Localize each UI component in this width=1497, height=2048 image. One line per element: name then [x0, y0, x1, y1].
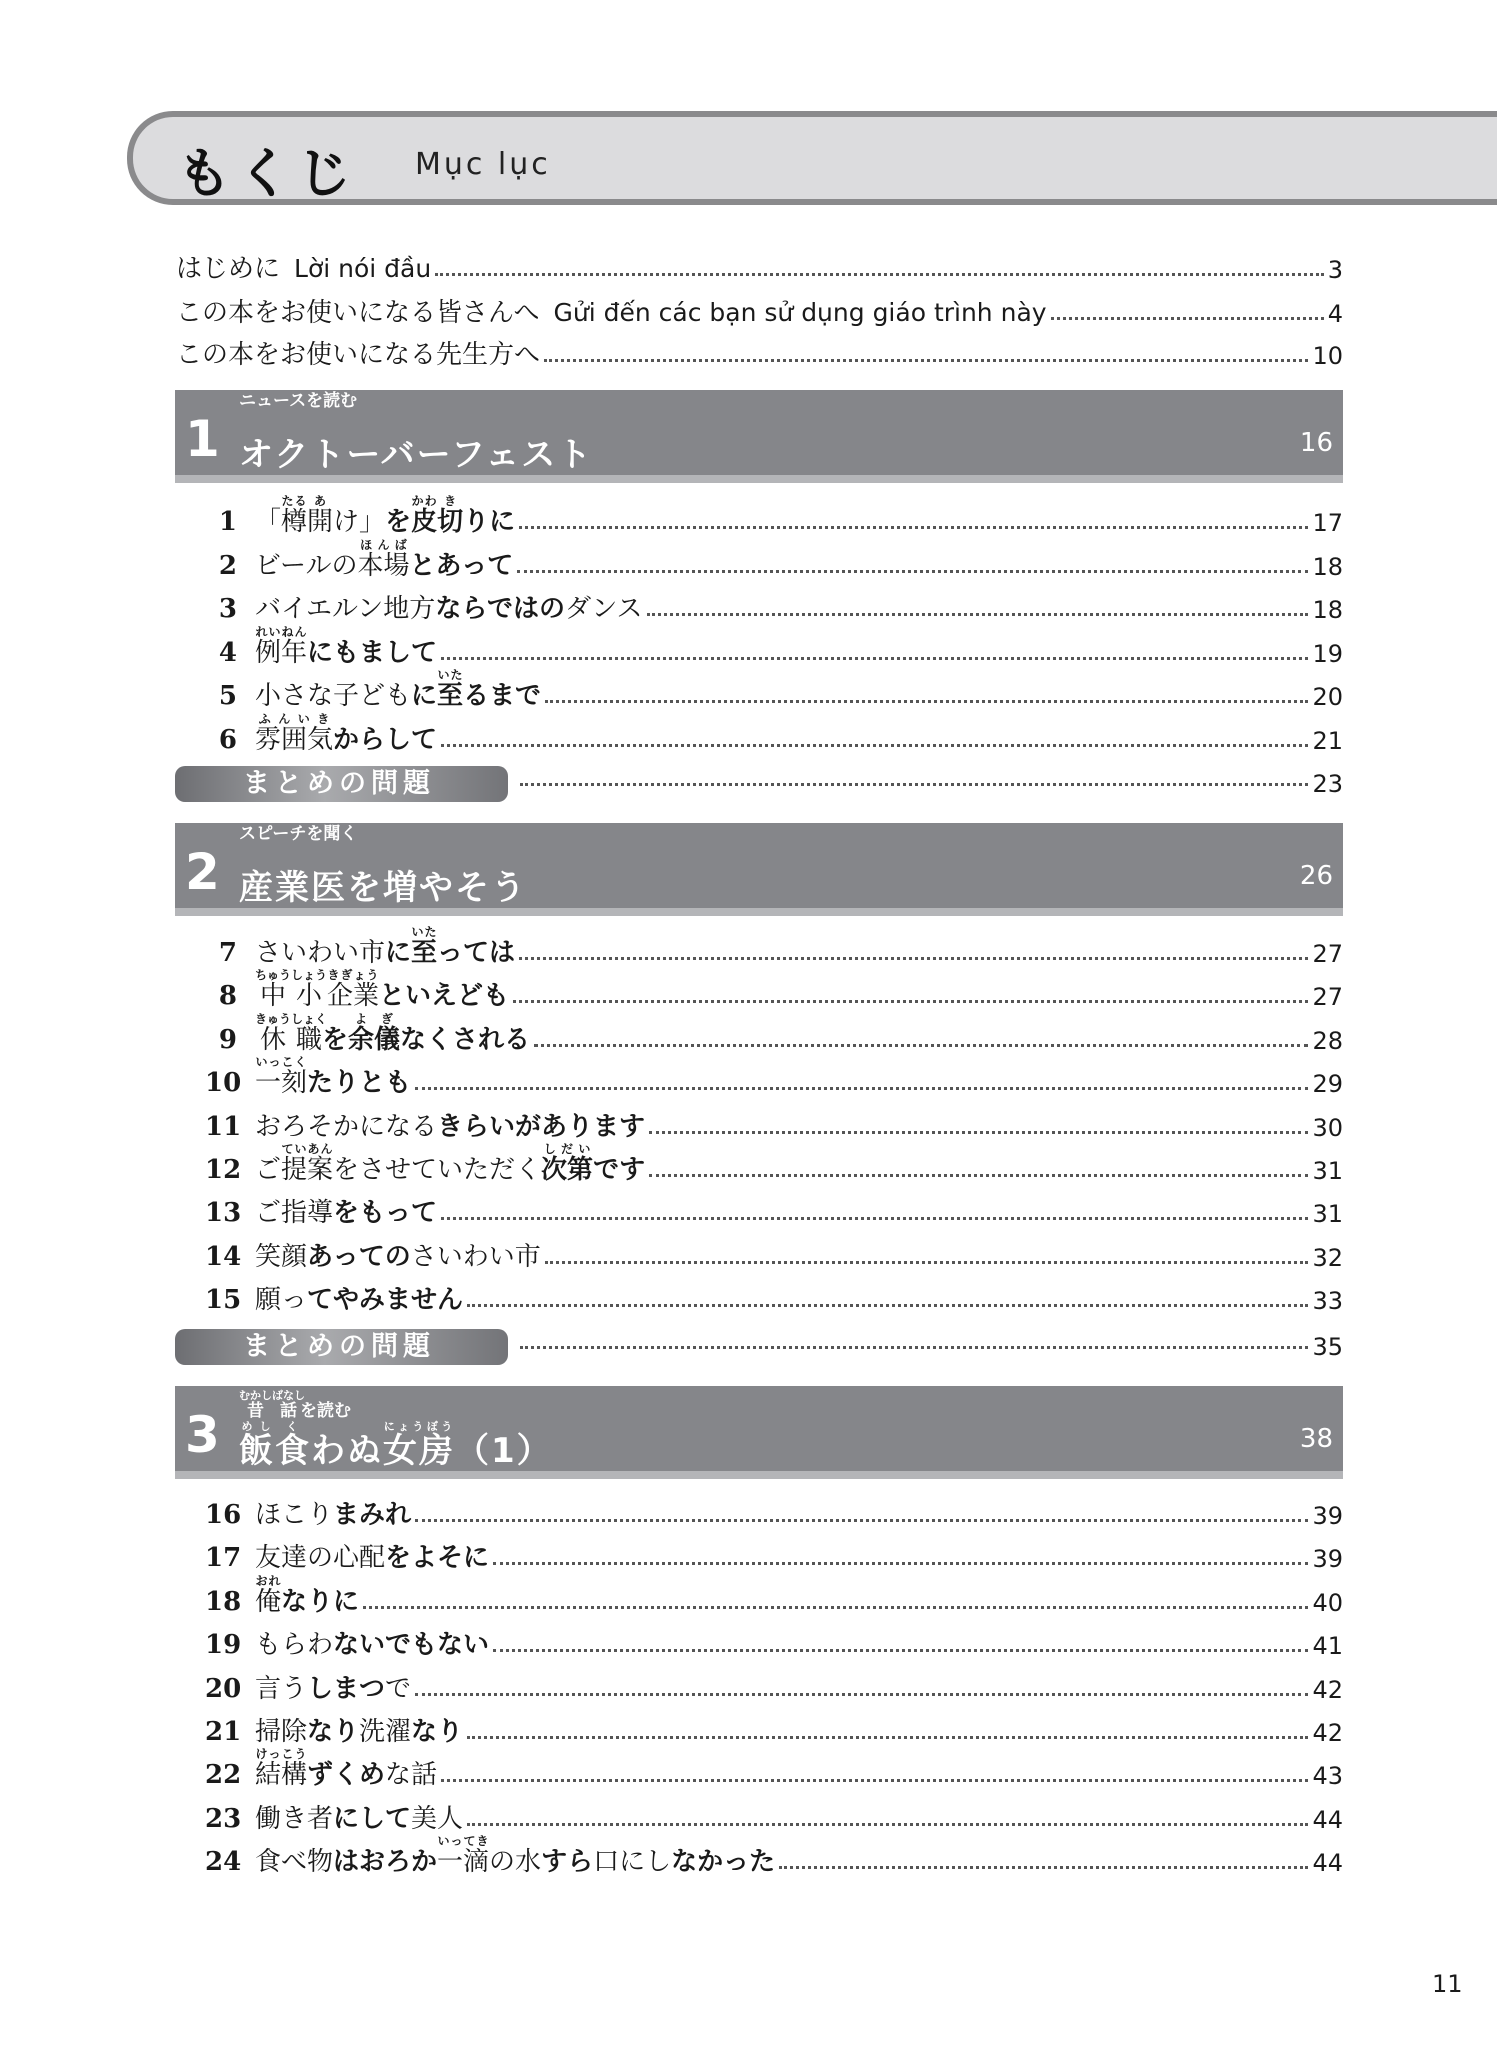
lesson-page: 27 — [1312, 940, 1343, 968]
toc-entry-lesson[interactable] — [205, 1143, 1343, 1183]
toc-entry-lesson[interactable] — [205, 626, 1343, 666]
segment-text: 皮 — [411, 507, 438, 537]
lesson-title — [255, 968, 510, 1012]
segment-text: 働き者 — [255, 1803, 334, 1834]
lesson-title — [255, 1198, 438, 1229]
entry-label-vi: Gửi đến các bạn sử dụng giáo trình này — [553, 298, 1047, 327]
segment-text: 次第 — [541, 1155, 594, 1185]
lesson-number: 11 — [205, 1111, 242, 1142]
segment-text: ご — [255, 1155, 282, 1185]
lesson-title — [255, 925, 515, 966]
segment-text: 開 — [307, 507, 334, 537]
segment-text: 至 — [411, 938, 438, 968]
lesson-title — [255, 1747, 438, 1791]
segment-text: 結構 — [255, 1760, 308, 1791]
segment-text: 「 — [255, 507, 282, 537]
toc-entry-lesson[interactable] — [205, 926, 1343, 966]
lesson-number: 22 — [205, 1760, 242, 1791]
segment-text: け」 — [333, 507, 386, 537]
lesson-number: 12 — [205, 1155, 242, 1185]
entry-label-vi: Lời nói đầu — [294, 254, 432, 283]
toc-entry-lesson[interactable] — [205, 1230, 1343, 1270]
dot-leader — [493, 1649, 1308, 1652]
ruby-segment — [307, 494, 334, 537]
lesson-page: 20 — [1312, 683, 1343, 711]
dot-leader — [519, 957, 1308, 960]
entry-label-jp: この本をお使いになる先生方へ — [176, 340, 541, 370]
lesson-page: 27 — [1312, 983, 1343, 1012]
ruby-segment — [255, 968, 328, 1012]
dot-leader — [415, 1519, 1308, 1522]
segment-text: とあって — [409, 550, 514, 581]
toc-entry-lesson[interactable] — [205, 1488, 1343, 1528]
lesson-title — [255, 1543, 490, 1574]
dot-leader — [544, 359, 1308, 362]
segment-text: 一刻 — [255, 1068, 308, 1099]
dot-leader — [363, 1606, 1308, 1609]
ruby-segment — [255, 1573, 282, 1617]
chapter-title — [239, 435, 594, 475]
furigana: けっこう — [255, 1747, 308, 1762]
lesson-title — [255, 1834, 776, 1878]
lesson-number: 14 — [205, 1241, 242, 1272]
lesson-page: 28 — [1312, 1026, 1343, 1055]
furigana: く — [275, 1420, 311, 1433]
segment-text: をもって — [333, 1198, 438, 1229]
segment-text: なくされる — [400, 1024, 531, 1055]
furigana: ていあん — [281, 1142, 334, 1156]
furigana: いってき — [437, 1834, 490, 1849]
segment-text: 願っ — [255, 1285, 308, 1316]
lesson-title — [255, 712, 437, 753]
toc-entry-lesson[interactable] — [205, 1273, 1343, 1316]
lesson-number: 1 — [218, 507, 237, 537]
entry-page: 3 — [1327, 256, 1343, 284]
dot-leader — [441, 657, 1308, 660]
segment-text: ビールの — [255, 550, 358, 581]
lesson-number: 3 — [218, 594, 237, 624]
toc-entry-lesson[interactable] — [205, 1575, 1343, 1615]
dot-leader — [415, 1087, 1308, 1090]
toc-title-jp: もくじ — [177, 142, 357, 205]
segment-text: なりに — [281, 1586, 360, 1617]
segment-text: すら — [541, 1847, 594, 1878]
toc-entry-intro[interactable] — [176, 242, 1343, 282]
segment-text: にして — [333, 1803, 412, 1834]
segment-text: 本場 — [357, 550, 410, 581]
ruby-segment — [255, 1055, 308, 1099]
lesson-title — [255, 596, 643, 622]
lesson-title — [255, 625, 437, 666]
entry-page: 10 — [1312, 342, 1343, 370]
review-pill: まとめの問題 — [175, 1329, 508, 1365]
lesson-page: 33 — [1312, 1287, 1343, 1316]
segment-text: ほこり — [255, 1500, 334, 1530]
toc-entry-lesson[interactable] — [205, 1662, 1343, 1702]
segment-text: なり — [307, 1717, 360, 1747]
chapter-title — [239, 1420, 553, 1471]
lesson-title — [255, 1055, 412, 1099]
chapter-subtitle — [239, 1389, 351, 1420]
furigana: いた — [437, 668, 464, 682]
entry-label — [176, 342, 540, 368]
chapter-banner[interactable] — [175, 390, 1343, 483]
furigana: きゅうしょく — [255, 1011, 328, 1026]
segment-text: の水 — [489, 1847, 542, 1878]
entry-label — [176, 300, 1047, 326]
dot-leader — [441, 1779, 1308, 1782]
lesson-number: 18 — [205, 1586, 242, 1617]
review-page: 23 — [1312, 770, 1343, 798]
segment-text: スピーチを聞く — [239, 824, 358, 844]
ruby-segment — [281, 1142, 334, 1185]
chapter-number: 2 — [185, 843, 220, 901]
segment-text: まみれ — [333, 1500, 412, 1530]
lesson-title — [255, 1012, 530, 1053]
lesson-page: 29 — [1312, 1070, 1343, 1099]
lesson-number: 10 — [205, 1068, 242, 1099]
lesson-page: 39 — [1312, 1545, 1343, 1574]
furigana: きぎょう — [327, 968, 380, 983]
toc-entry-lesson[interactable] — [205, 1531, 1343, 1574]
segment-text: 俺 — [255, 1586, 282, 1617]
lesson-number: 7 — [218, 938, 237, 968]
segment-text: ならではの — [435, 594, 566, 624]
furigana: き — [437, 494, 464, 508]
segment-text: 休職 — [255, 1024, 328, 1055]
chapter-title — [239, 868, 527, 908]
lesson-number: 19 — [205, 1630, 242, 1661]
segment-text: しまつ — [307, 1673, 386, 1704]
furigana: あ — [307, 494, 334, 508]
ruby-segment — [239, 1389, 305, 1421]
segment-text: 雰囲気 — [255, 724, 334, 755]
segment-text: おろそかになる — [255, 1111, 438, 1142]
toc-entry-lesson[interactable] — [205, 1013, 1343, 1053]
lesson-title — [255, 494, 515, 535]
toc-entry-lesson[interactable] — [205, 1705, 1343, 1745]
dot-leader — [415, 1693, 1308, 1696]
segment-text: ニュースを読む — [239, 391, 358, 411]
lesson-page: 41 — [1312, 1632, 1343, 1661]
dot-leader — [534, 1044, 1308, 1047]
toc-entry-lesson[interactable] — [205, 495, 1343, 535]
segment-text: あっての — [307, 1241, 411, 1272]
toc-entry-lesson[interactable] — [205, 539, 1343, 579]
segment-text: 例年 — [255, 637, 308, 668]
segment-text: 産業医を増やそう — [239, 868, 527, 908]
segment-text: を — [322, 1024, 349, 1055]
lesson-page: 18 — [1312, 552, 1343, 581]
ruby-segment — [275, 1420, 311, 1471]
chapter-subtitle — [239, 393, 357, 410]
segment-text: 余儀 — [348, 1024, 401, 1055]
dot-leader — [649, 1174, 1308, 1177]
segment-text: っては — [437, 938, 516, 968]
review-entry[interactable] — [175, 1328, 1343, 1366]
segment-text: をよそに — [385, 1543, 490, 1574]
entry-label-jp: この本をお使いになる皆さんへ — [176, 298, 540, 328]
ruby-segment — [327, 968, 380, 1012]
lesson-page: 21 — [1312, 726, 1343, 755]
furigana: ちゅうしょう — [255, 968, 328, 983]
ruby-segment — [255, 1747, 308, 1791]
ruby-segment — [255, 711, 334, 755]
ruby-segment — [348, 1011, 401, 1055]
lesson-title — [255, 1673, 412, 1704]
segment-text: 掃除 — [255, 1717, 308, 1747]
furigana: いっこく — [255, 1055, 308, 1070]
segment-text: 食 — [275, 1431, 311, 1471]
dot-leader — [517, 570, 1308, 573]
toc-entry-lesson[interactable] — [205, 1618, 1343, 1661]
toc-entry-lesson[interactable] — [205, 1100, 1343, 1140]
segment-text: 美人 — [411, 1803, 464, 1834]
segment-text: バイエルン地方 — [255, 594, 436, 624]
ruby-segment — [255, 624, 308, 668]
dot-leader — [649, 1131, 1308, 1134]
furigana: いた — [411, 925, 438, 939]
chapter-number: 3 — [185, 1406, 220, 1464]
toc-entry-lesson[interactable] — [205, 1834, 1343, 1878]
segment-text: 至 — [437, 681, 464, 711]
segment-text: 小さな子ども — [255, 681, 412, 711]
lesson-title — [255, 1803, 464, 1834]
lesson-page: 19 — [1312, 639, 1343, 668]
segment-text: さいわい市 — [255, 938, 386, 968]
dot-leader — [545, 1261, 1309, 1264]
segment-text: 言う — [255, 1673, 308, 1704]
chapter-number: 1 — [185, 410, 220, 468]
entry-label-jp: はじめに — [176, 254, 281, 284]
dot-leader — [441, 1217, 1308, 1220]
furigana: よぎ — [348, 1011, 401, 1026]
toc-entry-lesson[interactable] — [205, 669, 1343, 709]
ruby-segment — [411, 494, 438, 537]
lesson-number: 2 — [218, 550, 237, 581]
lesson-page: 31 — [1312, 1200, 1343, 1229]
lesson-number: 15 — [205, 1285, 242, 1316]
furigana: しだい — [541, 1142, 594, 1156]
chapter-banner[interactable] — [175, 823, 1343, 916]
segment-text: です — [593, 1155, 646, 1185]
segment-text: 食べ物 — [255, 1847, 334, 1878]
segment-text: オクトーバーフェスト — [239, 435, 594, 475]
lesson-page: 31 — [1312, 1157, 1343, 1185]
furigana: めし — [239, 1420, 275, 1433]
lesson-page: 42 — [1312, 1675, 1343, 1704]
segment-text: 中小 — [255, 981, 328, 1012]
segment-text: なり — [411, 1717, 464, 1747]
lesson-number: 16 — [205, 1500, 242, 1530]
dot-leader — [467, 1736, 1308, 1739]
lesson-number: 24 — [205, 1847, 242, 1878]
dot-leader — [519, 526, 1308, 529]
segment-text: 飯 — [239, 1431, 275, 1471]
lesson-number: 9 — [218, 1024, 237, 1055]
review-entry[interactable] — [175, 765, 1343, 803]
segment-text: 一滴 — [437, 1847, 490, 1878]
dot-leader — [647, 613, 1309, 616]
chapter-page: 16 — [1299, 428, 1333, 458]
ruby-segment — [437, 668, 464, 711]
dot-leader — [520, 783, 1308, 786]
lesson-number: 8 — [218, 981, 237, 1012]
segment-text: ご指導 — [255, 1198, 334, 1229]
segment-text: 提案 — [281, 1155, 334, 1185]
dot-leader — [1051, 317, 1324, 320]
lesson-number: 6 — [218, 724, 237, 755]
dot-leader — [779, 1866, 1308, 1869]
furigana: おれ — [255, 1573, 282, 1588]
furigana: たる — [281, 494, 308, 508]
chapter-subtitle — [239, 826, 357, 843]
dot-leader — [441, 744, 1308, 747]
lesson-page: 40 — [1312, 1588, 1343, 1617]
segment-text: ダンス — [565, 594, 643, 624]
segment-text: 切 — [437, 507, 464, 537]
lesson-title — [255, 1241, 541, 1272]
segment-text: たりとも — [307, 1068, 412, 1099]
segment-text: をさせていただく — [333, 1155, 542, 1185]
lesson-page: 42 — [1312, 1719, 1343, 1747]
lesson-number: 17 — [205, 1543, 242, 1574]
segment-text: 女房 — [383, 1431, 455, 1471]
lesson-number: 4 — [218, 637, 237, 668]
lesson-page: 18 — [1312, 596, 1343, 624]
ruby-segment — [541, 1142, 594, 1185]
chapter-banner[interactable] — [175, 1386, 1343, 1479]
lesson-page: 32 — [1312, 1243, 1343, 1272]
dot-leader — [435, 273, 1324, 276]
ruby-segment — [411, 925, 438, 968]
dot-leader — [513, 1000, 1308, 1003]
segment-text: に — [385, 938, 412, 968]
segment-text: （1） — [455, 1431, 553, 1471]
toc-title-vi: Mục lục — [415, 147, 551, 182]
ruby-segment — [383, 1420, 455, 1471]
segment-text: 企業 — [327, 981, 380, 1012]
toc-entry-lesson[interactable] — [205, 1055, 1343, 1099]
dot-leader — [467, 1304, 1308, 1307]
furigana: にょうぼう — [383, 1420, 455, 1433]
segment-text: もらわ — [255, 1630, 334, 1661]
review-pill: まとめの問題 — [175, 766, 508, 802]
toc-entry-lesson[interactable] — [205, 1792, 1343, 1832]
lesson-title — [255, 1285, 464, 1316]
lesson-number: 20 — [205, 1673, 242, 1704]
ruby-segment — [239, 1420, 275, 1471]
lesson-number: 5 — [218, 681, 237, 711]
chapter-page: 26 — [1299, 861, 1333, 891]
entry-label — [176, 256, 431, 282]
dot-leader — [545, 700, 1308, 703]
lesson-title — [255, 1502, 411, 1528]
review-page: 35 — [1312, 1333, 1343, 1361]
segment-text: わぬ — [311, 1431, 383, 1471]
lesson-title — [255, 1719, 463, 1745]
furigana: かわ — [411, 494, 438, 508]
segment-text: 昔話 — [239, 1401, 305, 1421]
segment-text: 樽 — [281, 507, 308, 537]
lesson-title — [255, 1142, 645, 1183]
segment-text: を読む — [300, 1401, 351, 1421]
ruby-segment — [437, 494, 464, 537]
chapter-page: 38 — [1299, 1424, 1333, 1454]
dot-leader — [520, 1346, 1308, 1349]
ruby-segment — [437, 1834, 490, 1878]
furigana: ほんば — [357, 537, 410, 552]
dot-leader — [493, 1562, 1308, 1565]
toc-entry-lesson[interactable] — [205, 582, 1343, 622]
toc-entry-lesson[interactable] — [205, 1186, 1343, 1229]
toc-entry-intro[interactable] — [176, 286, 1343, 326]
lesson-title — [255, 1111, 646, 1142]
segment-text: はおろか — [333, 1847, 438, 1878]
lesson-page: 44 — [1312, 1805, 1343, 1834]
ruby-segment — [281, 494, 308, 537]
entry-page: 4 — [1327, 300, 1343, 328]
furigana: ふんいき — [255, 711, 334, 726]
furigana: れいねん — [255, 624, 308, 639]
segment-text: 笑顔 — [255, 1241, 308, 1272]
segment-text: さいわい市 — [410, 1241, 541, 1272]
toc-entry-intro[interactable] — [176, 328, 1343, 368]
lesson-number: 21 — [205, 1717, 242, 1747]
segment-text: きらいがあります — [437, 1111, 646, 1142]
furigana: むかしばなし — [239, 1389, 305, 1402]
segment-text: りに — [463, 507, 516, 537]
toc-entry-lesson[interactable] — [205, 1747, 1343, 1791]
page-number: 11 — [1432, 1970, 1463, 1998]
lesson-page: 44 — [1312, 1849, 1343, 1878]
segment-text: 口にし — [593, 1847, 672, 1878]
segment-text: にもまして — [307, 637, 438, 668]
segment-text: といえども — [379, 981, 510, 1012]
lesson-number: 23 — [205, 1803, 242, 1834]
segment-text: 友達の心配 — [255, 1543, 386, 1574]
toc-entry-lesson[interactable] — [205, 968, 1343, 1012]
lesson-page: 43 — [1312, 1762, 1343, 1791]
segment-text: なかった — [671, 1847, 776, 1878]
segment-text: てやみません — [307, 1285, 464, 1316]
ruby-segment — [255, 1011, 328, 1055]
lesson-number: 13 — [205, 1198, 242, 1229]
toc-title-band — [127, 111, 1497, 205]
toc-entry-lesson[interactable] — [205, 713, 1343, 753]
segment-text: からして — [333, 724, 438, 755]
lesson-title — [255, 1574, 359, 1615]
lesson-page: 30 — [1312, 1113, 1343, 1142]
lesson-page: 39 — [1312, 1502, 1343, 1530]
lesson-page: 17 — [1312, 509, 1343, 537]
segment-text: に — [411, 681, 438, 711]
ruby-segment — [357, 537, 410, 581]
dot-leader — [467, 1823, 1308, 1826]
lesson-title — [255, 538, 513, 579]
segment-text: るまで — [463, 681, 542, 711]
segment-text: な話 — [385, 1760, 438, 1791]
segment-text: ないでもない — [333, 1630, 490, 1661]
segment-text: で — [385, 1673, 412, 1704]
segment-text: を — [385, 507, 412, 537]
lesson-title — [255, 668, 541, 709]
lesson-title — [255, 1630, 490, 1661]
segment-text: ずくめ — [307, 1760, 386, 1791]
segment-text: 洗濯 — [359, 1717, 412, 1747]
